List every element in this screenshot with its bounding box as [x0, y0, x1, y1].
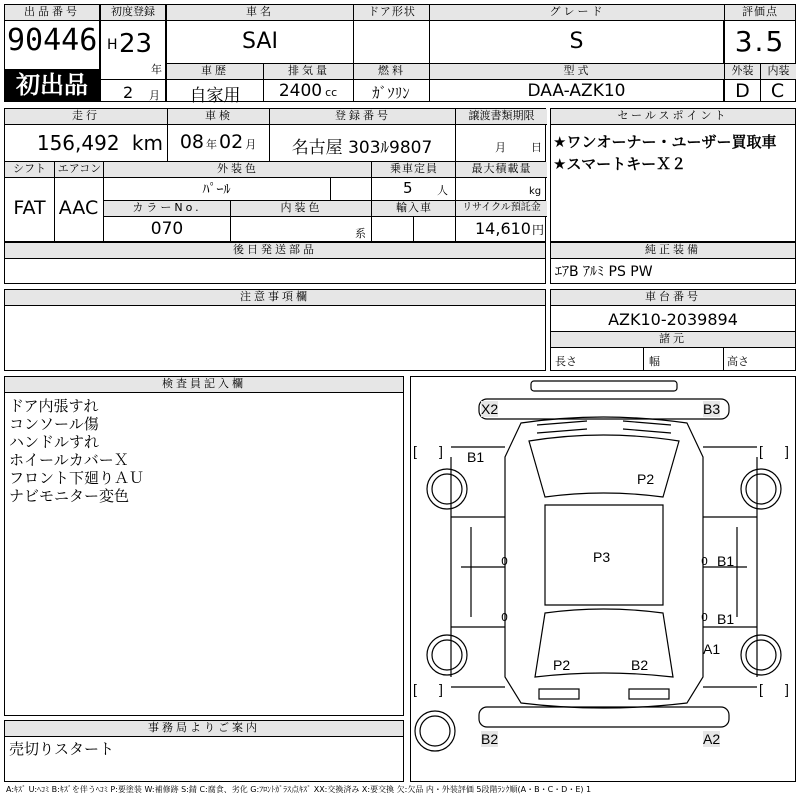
transfer-label: 譲渡書類期限	[455, 109, 547, 125]
ext-color-label: 外装色	[103, 162, 372, 178]
damage-mark: B1	[467, 449, 485, 465]
inspector-box	[4, 376, 404, 716]
recycle-fee	[455, 219, 546, 238]
sales-point-box	[550, 108, 796, 242]
inspector-note: ドア内張すれ	[9, 397, 99, 415]
length-label: 長さ	[555, 355, 577, 368]
later-parts-box	[4, 242, 546, 284]
damage-mark: A1	[703, 641, 721, 657]
mileage-unit: km	[131, 131, 163, 155]
lot-number-box	[4, 4, 100, 102]
car-info-block	[166, 4, 724, 106]
sales-point-1: ★ワンオーナー・ユーザー買取車	[553, 133, 777, 151]
aircon-label: エアコン	[54, 162, 104, 178]
mileage	[5, 131, 167, 155]
grade-label: グレード	[429, 5, 725, 21]
int-color-unit: 系	[355, 227, 366, 240]
aircon-type: AAC	[58, 197, 99, 219]
damage-mark: B3	[703, 401, 721, 417]
chassis-number: AZK10-2039894	[608, 310, 738, 329]
reg-year: 23	[119, 29, 153, 59]
inspection-year-unit: 年	[206, 138, 217, 151]
car-outline-graphic	[411, 377, 795, 781]
reg-era: H	[107, 37, 118, 53]
displacement	[263, 81, 353, 101]
reg-month: 2	[123, 83, 134, 102]
lot-number-label: 出品番号	[5, 5, 99, 21]
diagram-bracket: ]	[439, 681, 443, 697]
diagram-zero: 0	[501, 555, 508, 568]
chassis-box	[550, 289, 796, 371]
fuel: ｶﾞｿﾘﾝ	[372, 84, 410, 102]
max-load-label: 最大積載量	[455, 162, 547, 178]
fuel-label: 燃料	[353, 64, 430, 80]
genuine-equipment-box	[550, 242, 796, 284]
color-number: 070	[150, 219, 184, 239]
reg-month-unit: 月	[149, 89, 160, 102]
displacement-value: 2400	[278, 81, 323, 101]
car-name: SAI	[242, 29, 278, 54]
inspection-date	[167, 131, 269, 153]
diagram-bracket: [	[759, 681, 763, 697]
damage-mark: B1	[717, 553, 735, 569]
diagram-bracket: [	[759, 443, 763, 459]
displacement-unit: cc	[325, 86, 338, 99]
overall-score: 3.5	[734, 25, 786, 58]
ext-color: ﾊﾟｰﾙ	[202, 182, 231, 198]
shift-label: シフト	[5, 162, 54, 178]
recycle-label: リサイクル預託金	[455, 201, 547, 217]
diagram-bracket: ]	[785, 681, 789, 697]
damage-mark: A2	[703, 731, 721, 747]
details-block	[4, 108, 546, 242]
first-registration-label: 初度登録	[101, 5, 165, 21]
mileage-value: 156,492	[36, 131, 120, 155]
genuine-equipment: ｴｱB ｱﾙﾐ PS PW	[555, 264, 653, 280]
score-box	[724, 4, 796, 102]
dimensions-label: 諸元	[551, 332, 795, 348]
width-label: 幅	[649, 355, 660, 368]
inspector-label: 検査員記入欄	[5, 377, 403, 393]
capacity-label: 乗車定員	[371, 162, 456, 178]
color-no-label: カラーNo.	[104, 201, 230, 217]
sales-point-2: ★スマートキーＸ２	[553, 155, 687, 173]
height-label: 高さ	[727, 355, 749, 368]
damage-mark: X2	[481, 401, 499, 417]
damage-mark: P2	[553, 657, 571, 673]
max-load-unit: kg	[529, 186, 542, 197]
inspection-year: 08	[179, 131, 204, 153]
inspector-note: ハンドルすれ	[9, 433, 100, 451]
exterior-label: 外装	[725, 64, 760, 80]
genuine-equipment-label: 純正装備	[551, 243, 795, 259]
inspector-note: フロント下廻りＡＵ	[9, 469, 145, 487]
recycle-value: 14,610	[475, 219, 531, 238]
door-label: ドア形状	[353, 5, 430, 21]
shift-type: FAT	[13, 197, 46, 219]
reg-year-unit: 年	[151, 63, 162, 76]
damage-mark: P2	[637, 471, 655, 487]
interior-score: C	[770, 80, 785, 102]
car-name-label: 車名	[167, 5, 353, 21]
sales-point-label: セールスポイント	[551, 109, 795, 125]
notes-label: 注意事項欄	[5, 290, 545, 306]
inspector-note: コンソール傷	[9, 415, 99, 433]
score-label: 評価点	[725, 5, 795, 21]
diagram-zero: 0	[501, 611, 508, 624]
plate-label: 登録番号	[269, 109, 456, 125]
import-label: 輸入車	[371, 201, 456, 217]
int-color-label: 内装色	[230, 201, 372, 217]
notes-box	[4, 289, 546, 371]
inspector-note: ナビモニター変色	[9, 487, 130, 505]
diagram-zero: 0	[701, 555, 708, 568]
diagram-zero: 0	[701, 611, 708, 624]
first-listing-badge: 初出品	[5, 69, 99, 101]
damage-mark: B1	[717, 611, 735, 627]
capacity-value: 5	[403, 179, 413, 197]
office-box	[4, 720, 404, 782]
inspector-note: ホイールカバーＸ	[9, 451, 129, 469]
model: DAA-AZK10	[527, 81, 626, 101]
inspection-label: 車検	[167, 109, 270, 125]
damage-mark: B2	[631, 657, 649, 673]
later-parts-label: 後日発送部品	[5, 243, 545, 259]
capacity-unit: 人	[437, 184, 448, 197]
diagram-bracket: ]	[785, 443, 789, 459]
diagram-bracket: ]	[439, 443, 443, 459]
lot-number: 90446	[7, 23, 98, 58]
car-diagram	[410, 376, 796, 782]
office-note: 売切りスタート	[9, 740, 115, 758]
history: 自家用	[189, 86, 241, 106]
plate-number: 名古屋 303ﾙ9807	[291, 138, 433, 158]
model-label: 型式	[429, 64, 725, 80]
history-label: 車歴	[167, 64, 263, 80]
transfer-day-unit: 日	[531, 141, 542, 154]
inspection-month: 02	[219, 131, 244, 153]
displacement-label: 排気量	[263, 64, 354, 80]
recycle-unit: 円	[531, 223, 544, 237]
diagram-bracket: [	[413, 443, 417, 459]
exterior-score: D	[735, 80, 750, 102]
diagram-bracket: [	[413, 681, 417, 697]
transfer-month-unit: 月	[495, 141, 506, 154]
damage-mark: B2	[481, 731, 499, 747]
first-registration-box	[100, 4, 166, 102]
legend: A:ｷｽﾞ U:ﾍｺﾐ B:ｷｽﾞを伴うﾍｺﾐ P:要塗装 W:補修跡 S:錆 C:腐食、劣化 G:ﾌﾛﾝﾄｶﾞﾗｽ点ｷｽﾞ XX:交換済み X:要交換 欠:欠品 内・外装評価 5段階ﾗﾝｸ順(A・B・C・D・E) 1	[6, 785, 592, 794]
grade: S	[569, 29, 584, 54]
mileage-label: 走行	[5, 109, 167, 125]
chassis-label: 車台番号	[551, 290, 795, 306]
office-label: 事務局よりご案内	[5, 721, 403, 737]
inspection-month-unit: 月	[245, 138, 257, 151]
interior-label: 内装	[760, 64, 796, 80]
damage-mark: P3	[593, 549, 611, 565]
